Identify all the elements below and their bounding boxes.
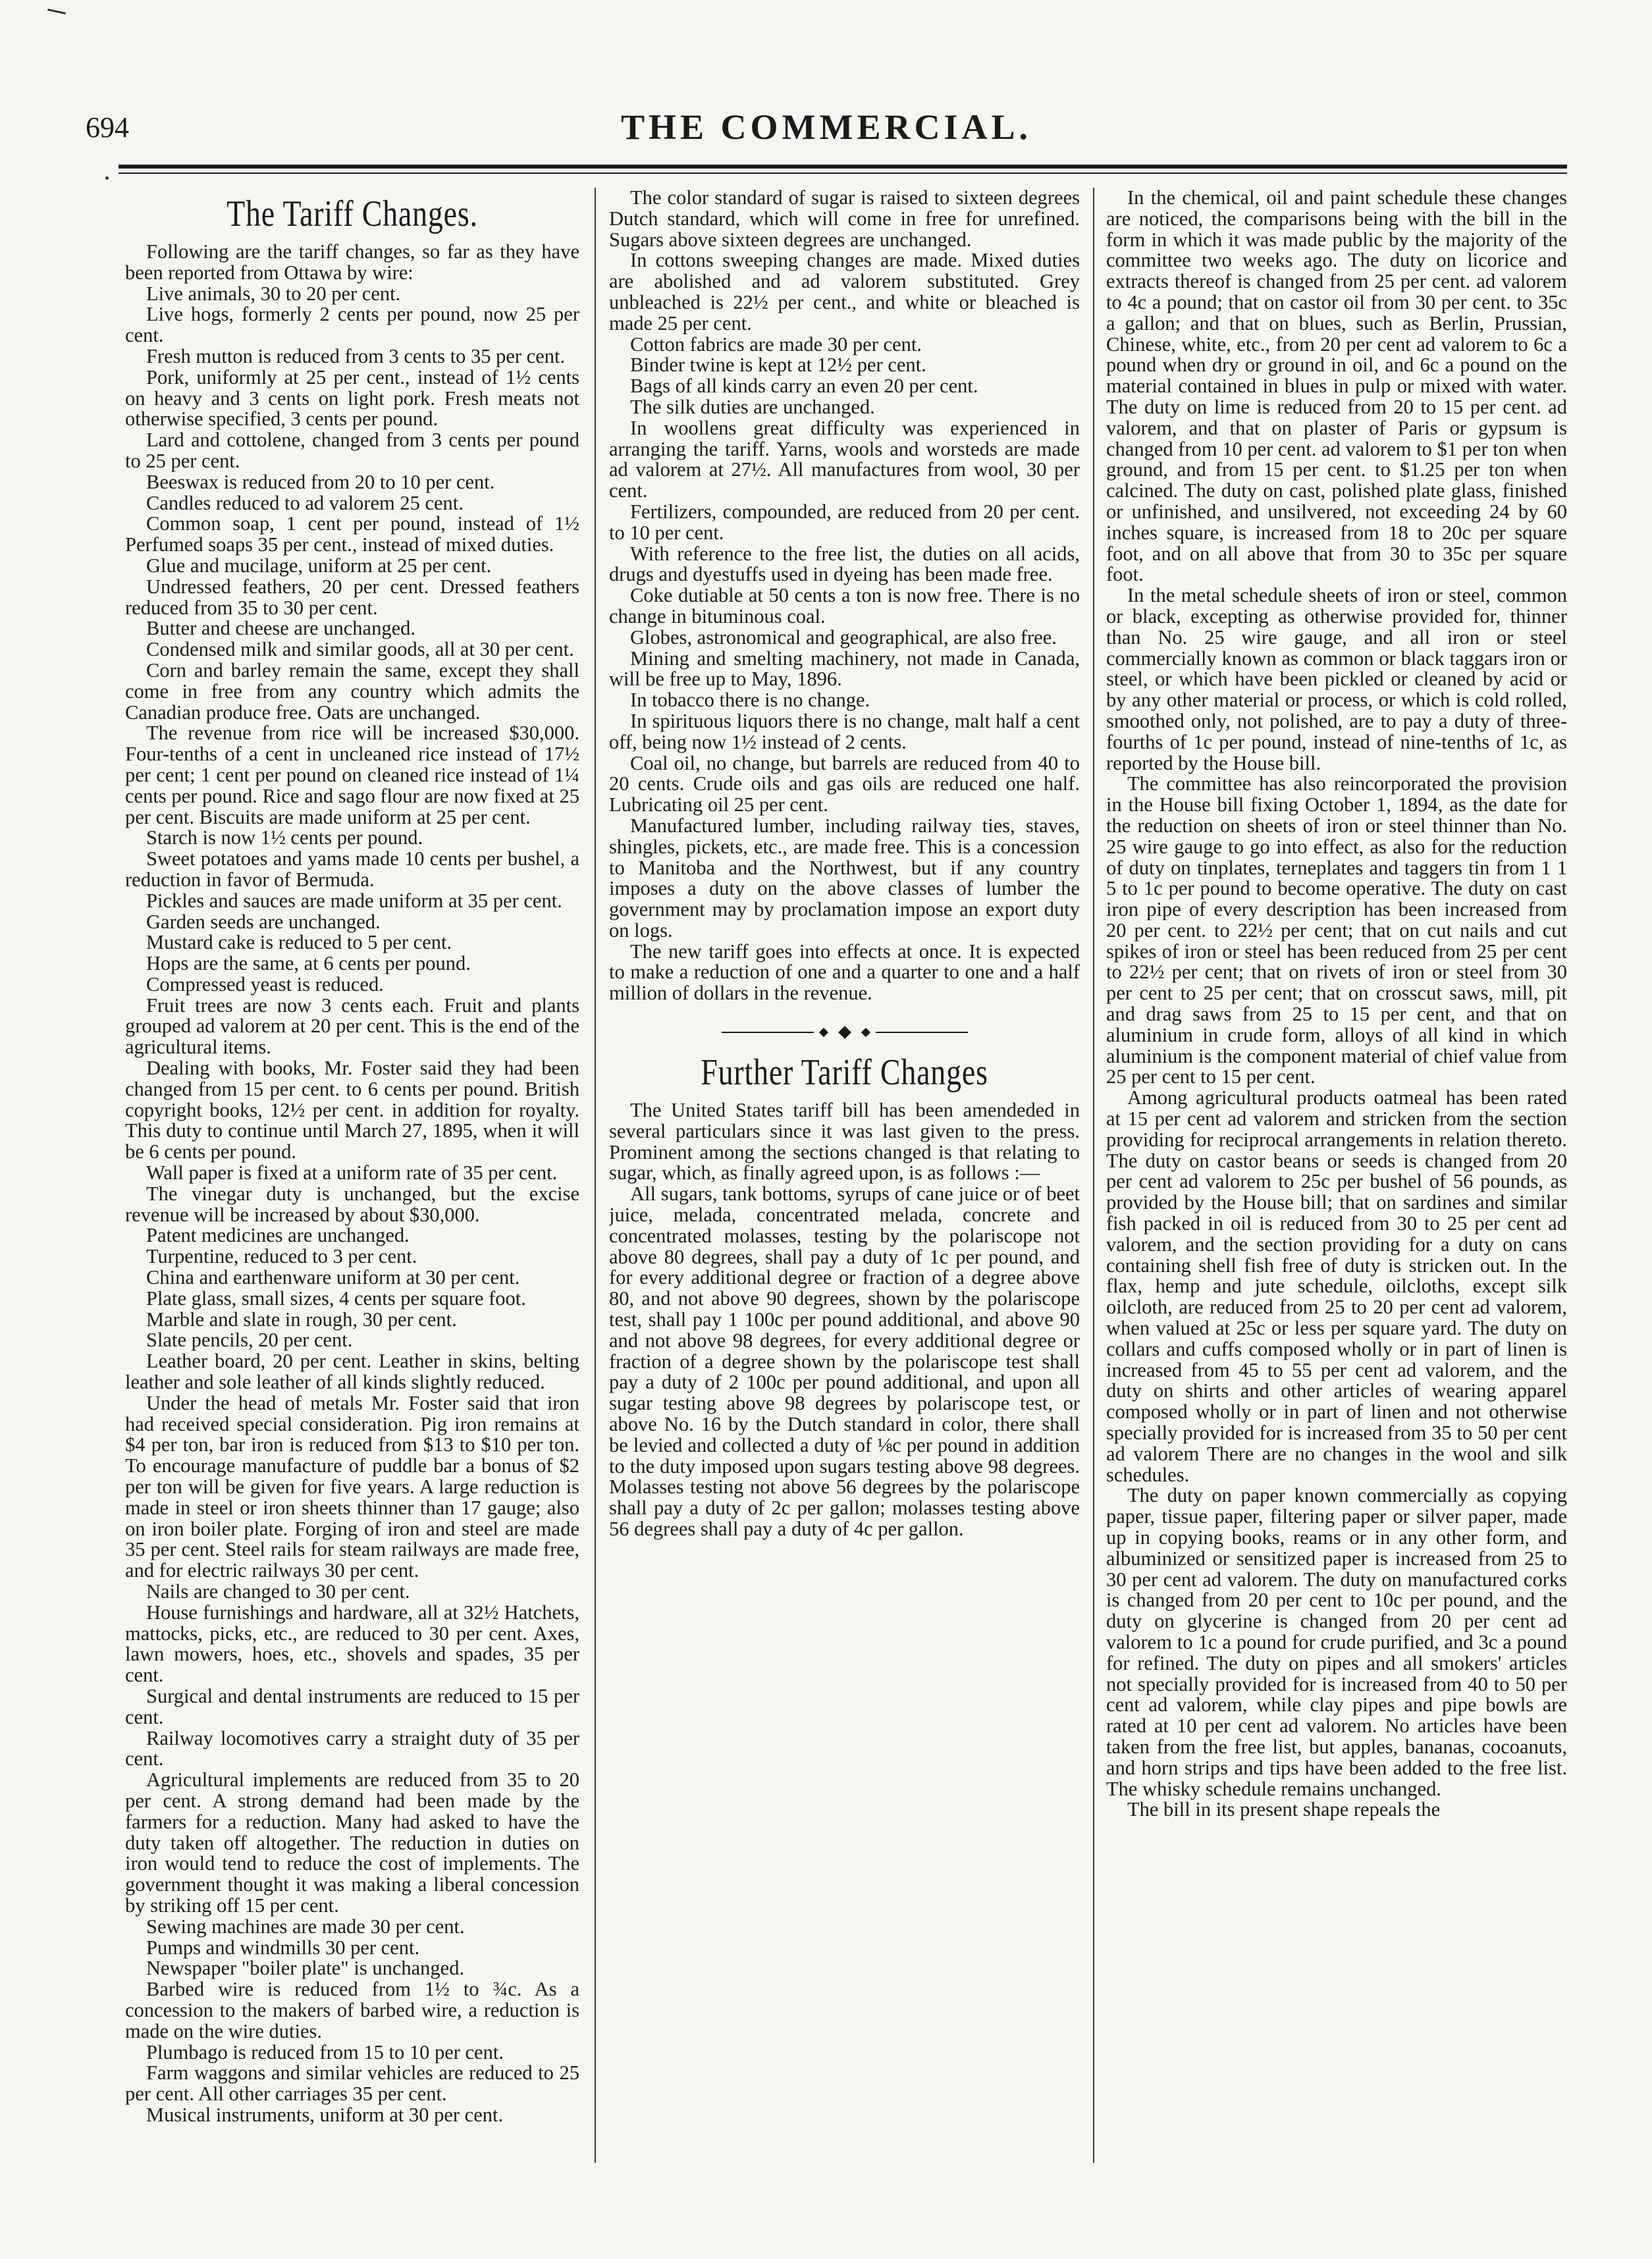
paragraph: Musical instruments, uniform at 30 per cent.	[146, 2103, 504, 2126]
column-3	[1106, 188, 1567, 2183]
paragraph: House furnishings and hardware, all at 32½ Hatchets, mattocks, picks, etc., are reduced to 30 per cent. Axes, lawn mowers, hoes, etc., shovels and spades, 35 per cent.	[125, 1601, 579, 1687]
paragraph: Among agricultural products oatmeal has been rated at 15 per cent ad valorem and stricken from the section providing for reciprocal arrangements in relation thereto. The duty on castor beans or seeds is changed from 20 per cent ad valorem to 25c per bushel of 56 pounds, as provided by the House bill; that on sardines and similar fish packed in oil is reduced from 30 to 25 per cent ad valorem, and the section providing for a duty on cans containing shell fish free of duty is stricken out. In the flax, hemp and jute schedule, oilcloths, except silk oilcloth, are reduced from 25 to 20 per cent ad valorem, when valued at 25c or less per square yard. The duty on collars and cuffs composed wholly or in part of linen is increased from 45 to 55 per cent ad valorem, and the duty on shirts and other articles of wearing apparel composed wholly or in part of linen and not otherwise specially provided for is increased from 35 to 50 per cent ad valorem There are no changes in the wool and silk schedules.	[1106, 1086, 1567, 1486]
paragraph: Pumps and windmills 30 per cent.	[146, 1936, 420, 1959]
paragraph: Fruit trees are now 3 cents each. Fruit and plants grouped ad valorem at 20 per cent. This is the end of the agricultural items.	[125, 994, 579, 1059]
paragraph: Sweet potatoes and yams made 10 cents per bushel, a reduction in favor of Bermuda.	[125, 847, 579, 891]
paragraph: Railway locomotives carry a straight duty of 35 per cent.	[125, 1726, 579, 1770]
paragraph: Undressed feathers, 20 per cent. Dressed feathers reduced from 35 to 30 per cent.	[125, 575, 579, 619]
scan-mark	[105, 176, 109, 180]
paragraph: Leather board, 20 per cent. Leather in skins, belting leather and sole leather of all kinds slightly reduced.	[125, 1350, 579, 1394]
paragraph: Under the head of metals Mr. Foster said that iron had received special consideration. Pig iron remains at $4 per ton, bar iron is reduced from $13 to $10 per ton. To encourage manufacture of puddle bar a bonus of $2 per ton will be given for five years. A large reduction is made in steel or iron sheets thinner than 17 gauge; also on iron boiler plate. Forging of iron and steel are made 35 per cent. Steel rails for steam railways are made free, and for electric railways 30 per cent.	[125, 1391, 579, 1582]
paragraph: The vinegar duty is unchanged, but the excise revenue will be increased by about $30,000.	[125, 1182, 579, 1226]
paragraph: Condensed milk and similar goods, all at 30 per cent.	[146, 638, 574, 661]
header-rule-thin	[119, 173, 1567, 174]
paragraph: Lard and cottolene, changed from 3 cents per pound to 25 per cent.	[125, 429, 579, 472]
paragraph: In the chemical, oil and paint schedule these changes are noticed, the comparisons being with the bill in the form in which it was made public by the majority of the committee two weeks ago. The duty on licorice and extracts thereof is changed from 25 per cent. ad valorem to 4c a pound; that on castor oil from 30 per cent. to 35c a gallon; and that on blues, such as Berlin, Prussian, Chinese, white, etc., from 20 per cent ad valorem to 6c a pound when dry or ground in oil, and 6c a pound on the material contained in blues in pulp or mixed with water. The duty on lime is reduced from 20 to 15 per cent. ad valorem, and that on plaster of Paris or gypsum is changed from 10 per cent. ad valorem to $1 per ton when ground, and from 15 per cent. to $1.25 per ton when calcined. The duty on cast, polished plate glass, finished or unfinished, and unsilvered, not exceeding 24 by 60 inches square, is increased from 18 to 20c per square foot, and on all above that from 30 to 35c per square foot.	[1106, 188, 1567, 586]
paragraph: The new tariff goes into effects at once. It is expected to make a reduction of one and a quarter to one and a half million of dollars in the revenue.	[609, 940, 1080, 1005]
paragraph: Starch is now 1½ cents per pound.	[146, 826, 423, 849]
paragraph: Globes, astronomical and geographical, are also free.	[630, 625, 1057, 649]
paragraph: The bill in its present shape repeals the	[1127, 1798, 1441, 1821]
paragraph: Dealing with books, Mr. Foster said they had been changed from 15 per cent. to 6 cents per pound. British copyright books, 12½ per cent. in addition for royalty. This duty to continue until March 27, 1895, when it will be 6 cents per pound.	[125, 1057, 579, 1163]
paragraph: Slate pencils, 20 per cent.	[146, 1329, 353, 1352]
paragraph: Bags of all kinds carry an even 20 per cent.	[630, 375, 978, 398]
column-1	[125, 188, 579, 2183]
paragraph: The United States tariff bill has been amendeded in several particulars since it was last given to the press. Prominent among the sections changed is that relating to sugar, which, as finally agreed upon, is as follows :—	[609, 1099, 1080, 1184]
paragraph: Farm waggons and similar vehicles are reduced to 25 per cent. All other carriages 35 per cent.	[125, 2061, 579, 2106]
paragraph: Corn and barley remain the same, except they shall come in free from any country which admits the Canadian produce free. Oats are unchanged.	[125, 658, 579, 724]
scan-mark	[47, 9, 66, 14]
paragraph: Pork, uniformly at 25 per cent., instead of 1½ cents on heavy and 3 cents on light pork. Fresh meats not otherwise specified, 3 cents per pound.	[125, 365, 579, 431]
paragraph: The duty on paper known commercially as copying paper, tissue paper, filtering paper or silver paper, made up in copying books, reams or in any other form, and albuminized or sensitized paper is increased from 25 to 30 per cent ad valorem. The duty on manufactured corks is changed from 20 per cent to 10c per pound, and the duty on glycerine is changed from 20 per cent ad valorem to 1c a pound for crude purified, and 3c a pound for refined. The duty on pipes and all smokers' articles not specially provided for is increased from 40 to 50 per cent ad valorem, while clay pipes and pipe bowls are rated at 10 per cent ad valorem. No articles have been taken from the free list, but apples, bananas, cocoanuts, and horn strips and tips have been added to the free list. The whisky schedule remains unchanged.	[1106, 1484, 1567, 1800]
paragraph: Manufactured lumber, including railway ties, staves, shingles, pickets, etc., are made free. This is a concession to Manitoba and the Northwest, but if any country imposes a duty on the above classes of lumber the government may by proclamation impose an export duty on logs.	[609, 814, 1080, 942]
paragraph: Sewing machines are made 30 per cent.	[146, 1915, 465, 1938]
paragraph: Compressed yeast is reduced.	[146, 972, 384, 996]
paragraph: Following are the tariff changes, so far as they have been reported from Ottawa by wire:	[125, 240, 579, 284]
running-head: THE COMMERCIAL.	[620, 107, 1032, 147]
article-title: The Tariff Changes.	[226, 194, 478, 234]
paragraph: The color standard of sugar is raised to sixteen degrees Dutch standard, which will come in free for unrefined. Sugars above sixteen degrees are unchanged.	[609, 188, 1080, 251]
paragraph: Fresh mutton is reduced from 3 cents to 35 per cent.	[146, 344, 566, 367]
paragraph: Marble and slate in rough, 30 per cent.	[146, 1308, 457, 1331]
paragraph: In the metal schedule sheets of iron or steel, common or black, excepting as otherwise provided for, thinner than No. 25 wire gauge, and all iron or steel commercially known as common or black taggars iron or steel, or which have been pickled or cleaned by acid or by any other material or process, or which is cold rolled, smoothed only, not polished, are to pay a duty of three-fourths of 1c per pound, instead of nine-tenths of 1c, as reported by the House bill.	[1106, 584, 1567, 774]
paragraph: All sugars, tank bottoms, syrups of cane juice or of beet juice, melada, concentrated melada, concrete and concentrated molasses, testing by the polariscope not above 80 degrees, shall pay a duty of 1c per pound, and for every additional degree or fraction of a degree above 80, and not above 90 degrees, shown by the polariscope test, shall pay 1 100c per pound additional, and above 90 and not above 98 degrees, for every additional degree or fraction of a degree shown by the polariscope test shall pay a duty of 2 100c per pound additional, and upon all sugar testing above 98 degrees by polariscope test, or above No. 16 by the Dutch standard in color, there shall be levied and collected a duty of ⅛c per pound in addition to the duty imposed upon sugars testing above 98 degrees. Molasses testing not above 56 degrees by the polariscope shall pay a duty of 2c per gallon; molasses testing above 56 degrees shall pay a duty of 4c per gallon.	[609, 1183, 1080, 1541]
paragraph: Coke dutiable at 50 cents a ton is now free. There is no change in bituminous coal.	[609, 584, 1080, 627]
paragraph: Patent medicines are unchanged.	[146, 1224, 410, 1247]
paragraph: Candles reduced to ad valorem 25 cent.	[146, 491, 464, 514]
paragraph: Coal oil, no change, but barrels are reduced from 40 to 20 cents. Crude oils and gas oils are reduced one half. Lubricating oil 25 per cent.	[609, 751, 1080, 816]
paragraph: Barbed wire is reduced from 1½ to ¾c. As a concession to the makers of barbed wire, a reduction is made on the wire duties.	[125, 1978, 579, 2042]
paragraph: With reference to the free list, the duties on all acids, drugs and dyestuffs used in dyeing has been made free.	[609, 542, 1080, 586]
page-number: 694	[86, 111, 129, 144]
paragraph: Common soap, 1 cent per pound, instead of 1½ Perfumed soaps 35 per cent., instead of mixed duties.	[125, 512, 579, 556]
paragraph: In spirituous liquors there is no change, malt half a cent off, being now 1½ instead of 2 cents.	[609, 709, 1080, 753]
paragraph: In cottons sweeping changes are made. Mixed duties are abolished and ad valorem substituted. Grey unbleached is 22½ per cent., and white or bleached is made 25 per cent.	[609, 249, 1080, 334]
paragraph: Beeswax is reduced from 20 to 10 per cent.	[146, 470, 495, 493]
paragraph: Butter and cheese are unchanged.	[146, 617, 416, 640]
paragraph: Nails are changed to 30 per cent.	[146, 1580, 410, 1603]
paragraph: Live animals, 30 to 20 per cent.	[146, 282, 401, 305]
article-body	[125, 242, 579, 2126]
header-rule	[119, 165, 1567, 169]
paragraph: Plumbago is reduced from 15 to 10 per cent.	[146, 2040, 504, 2063]
page-header	[86, 99, 1567, 151]
paragraph: Turpentine, reduced to 3 per cent.	[146, 1245, 417, 1268]
paragraph: Mining and smelting machinery, not made in Canada, will be free up to May, 1896.	[609, 647, 1080, 691]
paragraph: Hops are the same, at 6 cents per pound.	[146, 952, 471, 975]
paragraph: Agricultural implements are reduced from 35 to 20 per cent. A strong demand had been made by the farmers for a reduction. Many had asked to have the duty taken off altogether. The reduction in duties on iron would tend to reduce the cost of implements. The government thought it was making a liberal concession by striking off 15 per cent.	[125, 1768, 579, 1917]
paragraph: The silk duties are unchanged.	[630, 395, 875, 418]
paragraph: Surgical and dental instruments are reduced to 15 per cent.	[125, 1684, 579, 1728]
paragraph: Live hogs, formerly 2 cents per pound, now 25 per cent.	[125, 303, 579, 347]
paragraph: In tobacco there is no change.	[630, 689, 870, 712]
paragraph: China and earthenware uniform at 30 per cent.	[146, 1266, 520, 1289]
paragraph: Plate glass, small sizes, 4 cents per square foot.	[146, 1287, 526, 1310]
paragraph: Fertilizers, compounded, are reduced from 20 per cent. to 10 per cent.	[609, 500, 1080, 544]
paragraph: Glue and mucilage, uniform at 25 per cent.	[146, 554, 492, 577]
paragraph: Wall paper is fixed at a uniform rate of 35 per cent.	[146, 1161, 558, 1184]
paragraph: The committee has also reincorporated the provision in the House bill fixing October 1, 1894, as the date for the reduction on sheets of iron or steel thinner than No. 25 wire gauge to go into effect, as also for the reduction of duty on tinplates, terneplates and taggers tin from 1 1 5 to 1c per pound to become operative. The duty on cast iron pipe of every description has been increased from 20 per cent. to 22½ per cent; that on cut nails and cut spikes of iron or steel has been reduced from 25 per cent to 22½ per cent; that on rivets of iron or steel from 30 per cent to 25 per cent; that on crosscut saws, mill, pit and drag saws from 25 to 15 per cent, and that on aluminium in crude form, alloys of all kind in which aluminium is the component material of chief value from 25 per cent to 15 per cent.	[1106, 772, 1567, 1088]
column-rule	[595, 188, 596, 2163]
article-divider	[609, 1028, 1080, 1037]
paragraph: The revenue from rice will be increased $30,000. Four-tenths of a cent in uncleaned rice instead of 17½ per cent; 1 cent per pound on cleaned rice instead of 1¼ cents per pound. Rice and sago flour are now fixed at 25 per cent. Biscuits are made uniform at 25 per cent.	[125, 722, 579, 828]
paragraph: Garden seeds are unchanged.	[146, 910, 381, 933]
paragraph: Mustard cake is reduced to 5 per cent.	[146, 931, 452, 954]
article-title: Further Tariff Changes	[701, 1052, 988, 1094]
paragraph: Binder twine is kept at 12½ per cent.	[630, 354, 926, 377]
column-rule	[1093, 188, 1094, 2163]
paragraph: In woollens great difficulty was experienced in arranging the tariff. Yarns, wools and worsteds are made ad valorem at 27½. All manufactures from wool, 30 per cent.	[609, 416, 1080, 502]
paragraph: Cotton fabrics are made 30 per cent.	[630, 332, 922, 356]
column-2	[609, 188, 1080, 2183]
paragraph: Pickles and sauces are made uniform at 35 per cent.	[146, 889, 562, 912]
paragraph: Newspaper "boiler plate" is unchanged.	[146, 1957, 465, 1980]
